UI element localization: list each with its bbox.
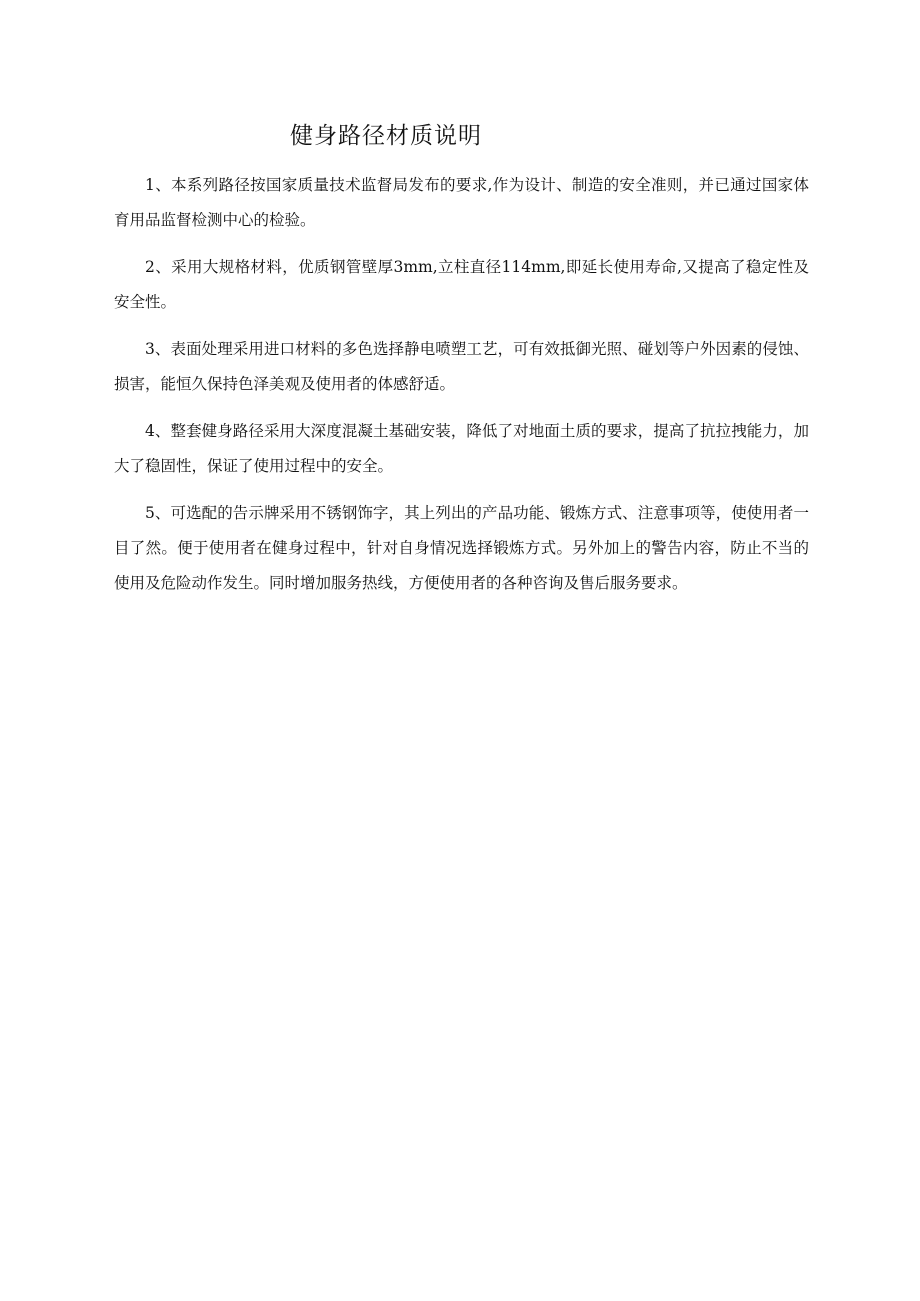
paragraph-2: 2、采用大规格材料，优质钢管壁厚3mm,立柱直径114mm,即延长使用寿命,又提高了稳定性及安全性。 [114, 258, 809, 311]
document-title: 健身路径材质说明 [290, 123, 482, 149]
paragraph-4: 4、整套健身路径采用大深度混凝土基础安装，降低了对地面土质的要求，提高了抗拉拽能力，加大了稳固性，保证了使用过程中的安全。 [114, 422, 809, 475]
paragraph-3: 3、表面处理采用进口材料的多色选择静电喷塑工艺，可有效抵御光照、碰划等户外因素的侵蚀、损害，能恒久保持色泽美观及使用者的体感舒适。 [114, 340, 809, 393]
paragraph-5: 5、可选配的告示牌采用不锈钢饰字，其上列出的产品功能、锻炼方式、注意事项等，使使用者一目了然。便于使用者在健身过程中，针对自身情况选择锻炼方式。另外加上的警告内容，防止不当的使用及危险动作发生。同时增加服务热线，方便使用者的各种咨询及售后服务要求。 [114, 504, 809, 592]
paragraph-1: 1、本系列路径按国家质量技术监督局发布的要求,作为设计、制造的安全准则，并已通过国家体育用品监督检测中心的检验。 [114, 176, 809, 229]
document-body [114, 168, 809, 613]
